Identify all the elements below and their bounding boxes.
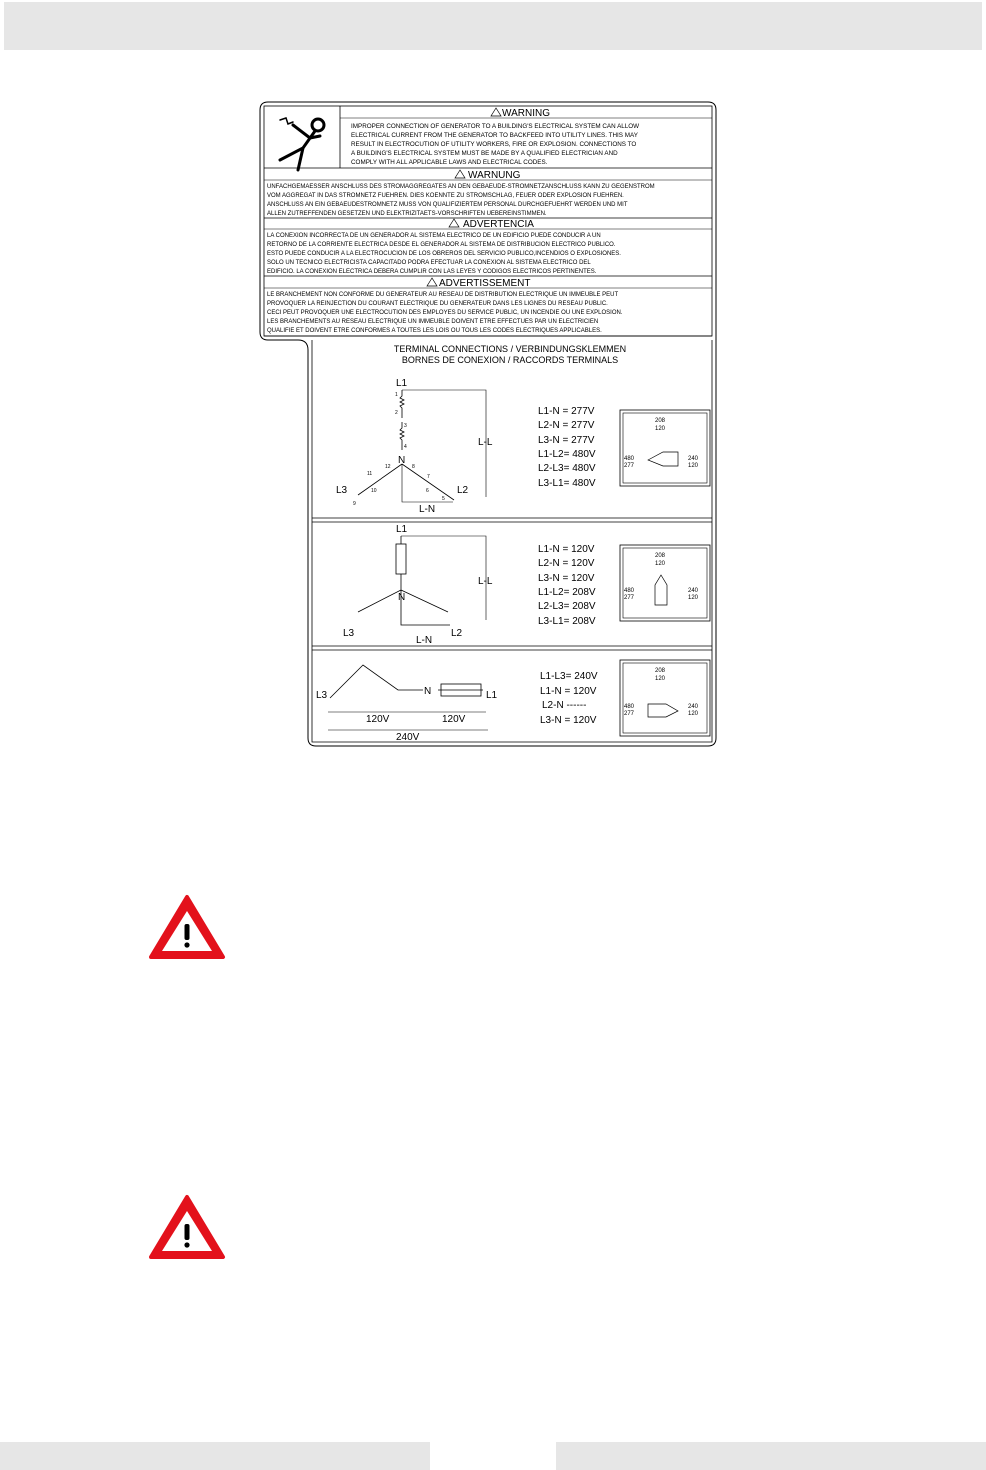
voltage-dial-3 — [620, 660, 710, 736]
warnung-line: UNFACHGEMAESSER ANSCHLUSS DES STROMAGGREGATES AN DEN GEBAEUDE-STROMNETZANSCHLUSS KANN ZU GEGENSTROM — [267, 184, 655, 190]
svg-text:5: 5 — [442, 496, 445, 502]
warning-triangle-icon — [148, 894, 226, 960]
advertissement-line: LE BRANCHEMENT NON CONFORME DU GENERATEUR AU RESEAU DE DISTRIBUTION ELECTRIQUE UN IMMEUBLE PEUT — [267, 292, 619, 298]
svg-text:3: 3 — [404, 423, 407, 429]
advertencia-line: ESTO PUEDE CONDUCIR A LA ELECTROCUCION DE LOS OBREROS DEL SERVICIO PUBLICO,INCENDIOS O EXPLOSIONES. — [267, 251, 621, 257]
advertissement-line: PROVOQUER LA REINJECTION DU COURANT ELECTRIQUE DU GENERATEUR DANS LES LIGNES DU RESEAU PUBLIC. — [267, 301, 608, 307]
svg-text:N: N — [424, 686, 432, 697]
warning-line: RESULT IN ELECTROCUTION OF UTILITY WORKERS, FIRE OR EXPLOSION. CONNECTIONS TO — [351, 141, 637, 148]
svg-text:8: 8 — [412, 464, 415, 470]
svg-text:277: 277 — [624, 595, 635, 601]
svg-text:240V: 240V — [396, 732, 420, 743]
svg-text:L-N: L-N — [416, 635, 433, 646]
svg-text:L1: L1 — [396, 378, 408, 389]
warning-line: IMPROPER CONNECTION OF GENERATOR TO A BUILDING'S ELECTRICAL SYSTEM CAN ALLOW — [351, 123, 640, 130]
svg-text:N: N — [398, 455, 406, 466]
svg-text:4: 4 — [404, 444, 407, 450]
voltage-line: L2-L3= 208V — [538, 601, 596, 612]
voltage-line: L1-L2= 480V — [538, 449, 596, 460]
svg-text:L-N: L-N — [419, 504, 436, 515]
advertencia-section — [264, 219, 712, 275]
footer-bar-left — [0, 1442, 430, 1470]
advertencia-line: RETORNO DE LA CORRIENTE ELECTRICA DESDE EL GENERADOR AL SISTEMA DE DISTRIBUCION ELECTRICO PUBLICO. — [267, 242, 616, 248]
advertissement-line: QUALIFIE ET DOIVENT ETRE CONFORMES A TOUTES LES LOIS OU TOUS LES CODES ELECTRIQUES APPLICABLES. — [267, 328, 602, 334]
generator-warning-label — [258, 100, 718, 748]
svg-text:480: 480 — [624, 588, 635, 594]
header-bar — [4, 2, 982, 50]
svg-text:L1: L1 — [396, 524, 408, 535]
svg-text:L-L: L-L — [478, 576, 493, 587]
svg-text:208: 208 — [655, 553, 666, 559]
warning-line: A BUILDING'S ELECTRICAL SYSTEM MUST BE MADE BY A QUALIFIED ELECTRICIAN AND — [351, 150, 618, 157]
voltage-line: L1-N = 277V — [538, 406, 595, 417]
advertissement-section — [264, 278, 712, 334]
svg-text:N: N — [398, 592, 406, 603]
svg-text:L1: L1 — [486, 690, 498, 701]
advertissement-line: CECI PEUT PROVOQUER UNE ELECTROCUTION DES EMPLOYES DU SERVICE PUBLIC, UN INCENDIE OU UNE EXPLOSION. — [267, 310, 623, 316]
voltage-line: L3-N = 120V — [540, 715, 597, 726]
svg-text:120: 120 — [688, 463, 699, 469]
warning-line: ELECTRICAL CURRENT FROM THE GENERATOR TO BACKFEED INTO UTILITY LINES. THIS MAY — [351, 132, 638, 139]
svg-text:6: 6 — [426, 488, 429, 494]
terminal-title: TERMINAL CONNECTIONS / VERBINDUNGSKLEMMEN — [393, 344, 627, 354]
svg-text:120: 120 — [688, 711, 699, 717]
wiring-section-2 — [343, 524, 596, 646]
svg-text:L3: L3 — [343, 628, 355, 639]
voltage-dial-1 — [620, 410, 710, 486]
wiring-section-1 — [336, 378, 596, 515]
svg-text:1: 1 — [395, 392, 398, 398]
svg-text:120V: 120V — [442, 714, 466, 725]
svg-text:208: 208 — [655, 668, 666, 674]
warnung-line: VOM AGGREGAT IN DAS STROMNETZ FUEHREN. DIES KOENNTE ZU STROMSCHLAG, FEUER ODER EXPLOSION FUEHREN. — [267, 193, 624, 199]
svg-text:120: 120 — [655, 561, 666, 567]
voltage-line: L2-L3= 480V — [538, 463, 596, 474]
svg-text:480: 480 — [624, 456, 635, 462]
voltage-line: L1-L3= 240V — [540, 671, 598, 682]
svg-text:120V: 120V — [366, 714, 390, 725]
svg-text:120: 120 — [688, 595, 699, 601]
svg-text:277: 277 — [624, 711, 635, 717]
svg-text:11: 11 — [367, 471, 373, 477]
electrocution-icon — [280, 118, 324, 170]
svg-text:L2: L2 — [457, 485, 469, 496]
svg-text:240: 240 — [688, 456, 699, 462]
svg-text:120: 120 — [655, 676, 666, 682]
svg-text:277: 277 — [624, 463, 635, 469]
warning-section — [340, 108, 712, 166]
warnung-line: ALLEN ZUTREFFENDEN GESETZEN UND ELEKTRIZITAETS-VORSCHRIFTEN UEBEREINSTIMMEN. — [267, 211, 547, 217]
warnung-section — [264, 170, 712, 217]
advertissement-line: LES BRANCHEMENTS AU RESEAU ELECTRIQUE UN IMMEUBLE DOIVENT ETRE EFFECTUES PAR UN ELECTRICIEN — [267, 319, 599, 325]
voltage-line: L1-N = 120V — [540, 686, 597, 697]
voltage-line: L1-N = 120V — [538, 544, 595, 555]
footer-bar-right — [556, 1442, 986, 1470]
voltage-line: L2-N ------ — [542, 700, 587, 711]
svg-text:12: 12 — [385, 464, 391, 470]
svg-text:208: 208 — [655, 418, 666, 424]
svg-text:2: 2 — [395, 410, 398, 416]
svg-text:240: 240 — [688, 588, 699, 594]
voltage-line: L3-L1= 208V — [538, 616, 596, 627]
voltage-line: L2-N = 120V — [538, 558, 595, 569]
advertencia-line: EDIFICIO. LA CONEXION ELECTRICA DEBERA CUMPLIR CON LAS LEYES Y CODIGOS ELECTRICOS PERTINENTES. — [267, 269, 597, 275]
warning-line: COMPLY WITH ALL APPLICABLE LAWS AND ELECTRICAL CODES. — [351, 159, 548, 166]
advertencia-title: ADVERTENCIA — [463, 219, 534, 230]
warning-triangle-icon — [148, 1194, 226, 1260]
svg-text:7: 7 — [427, 474, 430, 480]
advertencia-line: SOLO UN TECNICO ELECTRICISTA CAPACITADO PODRA EFECTUAR LA CONEXION AL SISTEMA ELECTRICO DEL — [267, 260, 591, 266]
warning-title: WARNING — [502, 108, 550, 119]
advertissement-title: ADVERTISSEMENT — [439, 278, 531, 289]
wiring-section-3 — [316, 665, 598, 743]
svg-text:L3: L3 — [336, 485, 348, 496]
voltage-line: L3-N = 120V — [538, 573, 595, 584]
svg-text:10: 10 — [371, 488, 377, 494]
svg-text:L-L: L-L — [478, 437, 493, 448]
svg-text:240: 240 — [688, 704, 699, 710]
warnung-line: ANSCHLUSS AN EIN GEBAEUDESTROMNETZ MUSS VON QUALIFIZIERTEM PERSONAL DURCHGEFUEHRT WERDEN UND MIT — [267, 202, 628, 208]
voltage-line: L3-L1= 480V — [538, 478, 596, 489]
warnung-title: WARNUNG — [468, 170, 521, 181]
svg-text:120: 120 — [655, 426, 666, 432]
voltage-dial-2 — [620, 545, 710, 621]
voltage-line: L3-N = 277V — [538, 435, 595, 446]
voltage-line: L1-L2= 208V — [538, 587, 596, 598]
svg-text:L3: L3 — [316, 690, 328, 701]
svg-text:9: 9 — [353, 501, 356, 507]
svg-text:480: 480 — [624, 704, 635, 710]
voltage-line: L2-N = 277V — [538, 420, 595, 431]
terminal-subtitle: BORNES DE CONEXION / RACCORDS TERMINALS — [401, 355, 619, 365]
advertencia-line: LA CONEXION INCORRECTA DE UN GENERADOR AL SISTEMA ELECTRICO DE UN EDIFICIO PUEDE CONDUCIR A UN — [267, 233, 601, 239]
svg-text:L2: L2 — [451, 628, 463, 639]
